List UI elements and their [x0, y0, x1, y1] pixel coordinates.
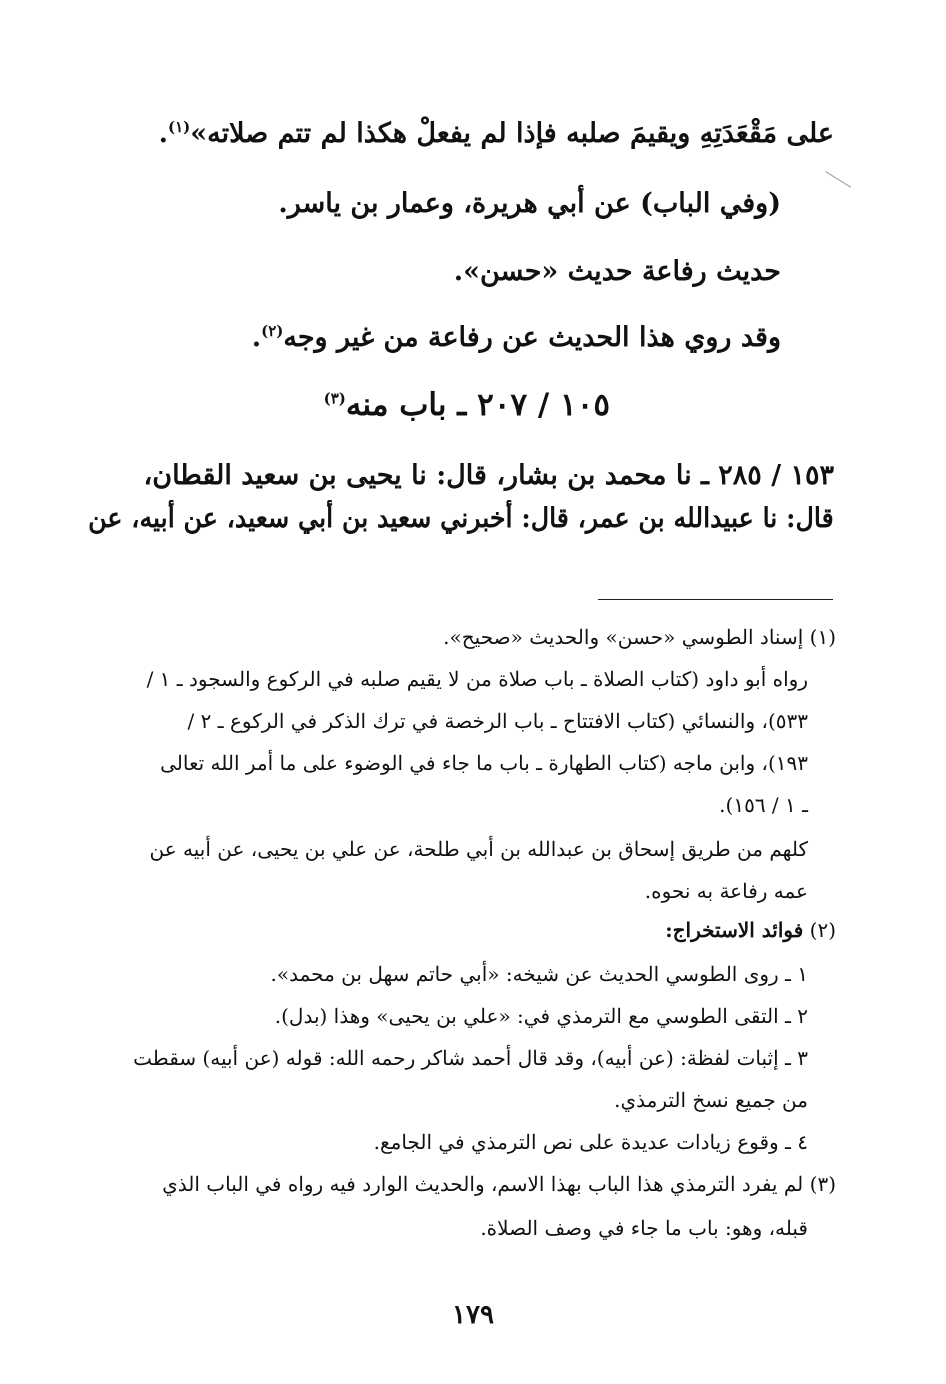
footnote-3-number: (٣) [809, 1172, 836, 1196]
footnote-1-line-7: عمه رفاعة به نحوه. [644, 879, 808, 903]
footnote-2-item-4: ٤ ـ وقوع زيادات عديدة على نص الترمذي في الجامع. [373, 1130, 808, 1154]
footnote-2-title: فوائد الاستخراج: [665, 918, 804, 942]
footnote-1-line-2: رواه أبو داود (كتاب الصلاة ـ باب صلاة من لا يقيم صلبه في الركوع والسجود ـ ١ / [146, 667, 808, 691]
hadith-line-1: ١٥٣ / ٢٨٥ ـ نا محمد بن بشار، قال: نا يحيى بن سعيد القطان، [143, 460, 834, 491]
footnote-1-line-6: كلهم من طريق إسحاق بن عبدالله بن أبي طلحة، عن علي بن يحيى، عن أبيه عن [149, 837, 808, 861]
footnote-2-number: (٢) [809, 918, 836, 942]
footnote-2-item-3: ٣ ـ إثبات لفظة: (عن أبيه)، وقد قال أحمد شاكر رحمه الله: قوله (عن أبيه) سقطت [133, 1046, 808, 1070]
main-text-line-3: حديث رفاعة حديث «حسن». [453, 256, 781, 287]
footnote-3-line-1 [162, 1172, 836, 1196]
main-text-line-4: وقد روي هذا الحديث عن رفاعة من غير وجه$^{(٢)}$. [251, 322, 781, 353]
footnote-3-text: لم يفرد الترمذي هذا الباب بهذا الاسم، والحديث الوارد فيه رواه في الباب الذي [162, 1172, 804, 1196]
footnote-1-line-3: ٥٣٣)، والنسائي (كتاب الافتتاح ـ باب الرخصة في ترك الذكر في الركوع ـ ٢ / [187, 709, 808, 733]
footnote-separator [598, 599, 833, 600]
scan-mark [819, 171, 851, 198]
footnote-2-item-2: ٢ ـ التقى الطوسي مع الترمذي في: «علي بن يحيى» وهذا (بدل). [274, 1004, 808, 1028]
chapter-heading [324, 387, 610, 423]
footnote-1-line-4: ١٩٣)، وابن ماجه (كتاب الطهارة ـ باب ما جاء في الوضوء على ما أمر الله تعالى [160, 751, 808, 775]
footnote-1-number: (١) [809, 625, 836, 649]
main-text-line-1-text: على مَقْعَدَتِهِ ويقيمَ صلبه فإذا لم يفعلْ هكذا لم تتم صلاته» [190, 118, 834, 149]
main-text-line-1: على مَقْعَدَتِهِ ويقيمَ صلبه فإذا لم يفعلْ هكذا لم تتم صلاته»$^{(١)}$. [158, 118, 834, 149]
footnote-1-line-1 [443, 625, 836, 649]
footnote-ref-2[interactable]: (٢) [261, 322, 284, 340]
footnote-3-line-2: قبله، وهو: باب ما جاء في وصف الصلاة. [480, 1216, 808, 1240]
main-text-line-4-text: وقد روي هذا الحديث عن رفاعة من غير وجه [283, 322, 781, 353]
chapter-heading-text: ١٠٥ / ٢٠٧ ـ باب منه [345, 387, 610, 423]
footnote-1-text: إسناد الطوسي «حسن» والحديث «صحيح». [443, 625, 804, 649]
footnote-2-line-1 [665, 918, 836, 942]
footnote-ref-1[interactable]: (١) [167, 118, 191, 136]
footnote-2-item-1: ١ ـ روى الطوسي الحديث عن شيخه: «أبي حاتم سهل بن محمد». [270, 962, 808, 986]
footnote-ref-3[interactable]: (٣) [323, 389, 346, 408]
footnote-2-item-3-cont: من جميع نسخ الترمذي. [614, 1088, 808, 1112]
main-text-line-2: (وفي الباب) عن أبي هريرة، وعمار بن ياسر. [278, 188, 781, 219]
page-number: ١٧٩ [452, 1300, 494, 1330]
footnote-1-line-5: ـ ١ / ١٥٦). [719, 793, 808, 817]
hadith-line-2: قال: نا عبيدالله بن عمر، قال: أخبرني سعيد بن أبي سعيد، عن أبيه، عن [88, 503, 834, 534]
